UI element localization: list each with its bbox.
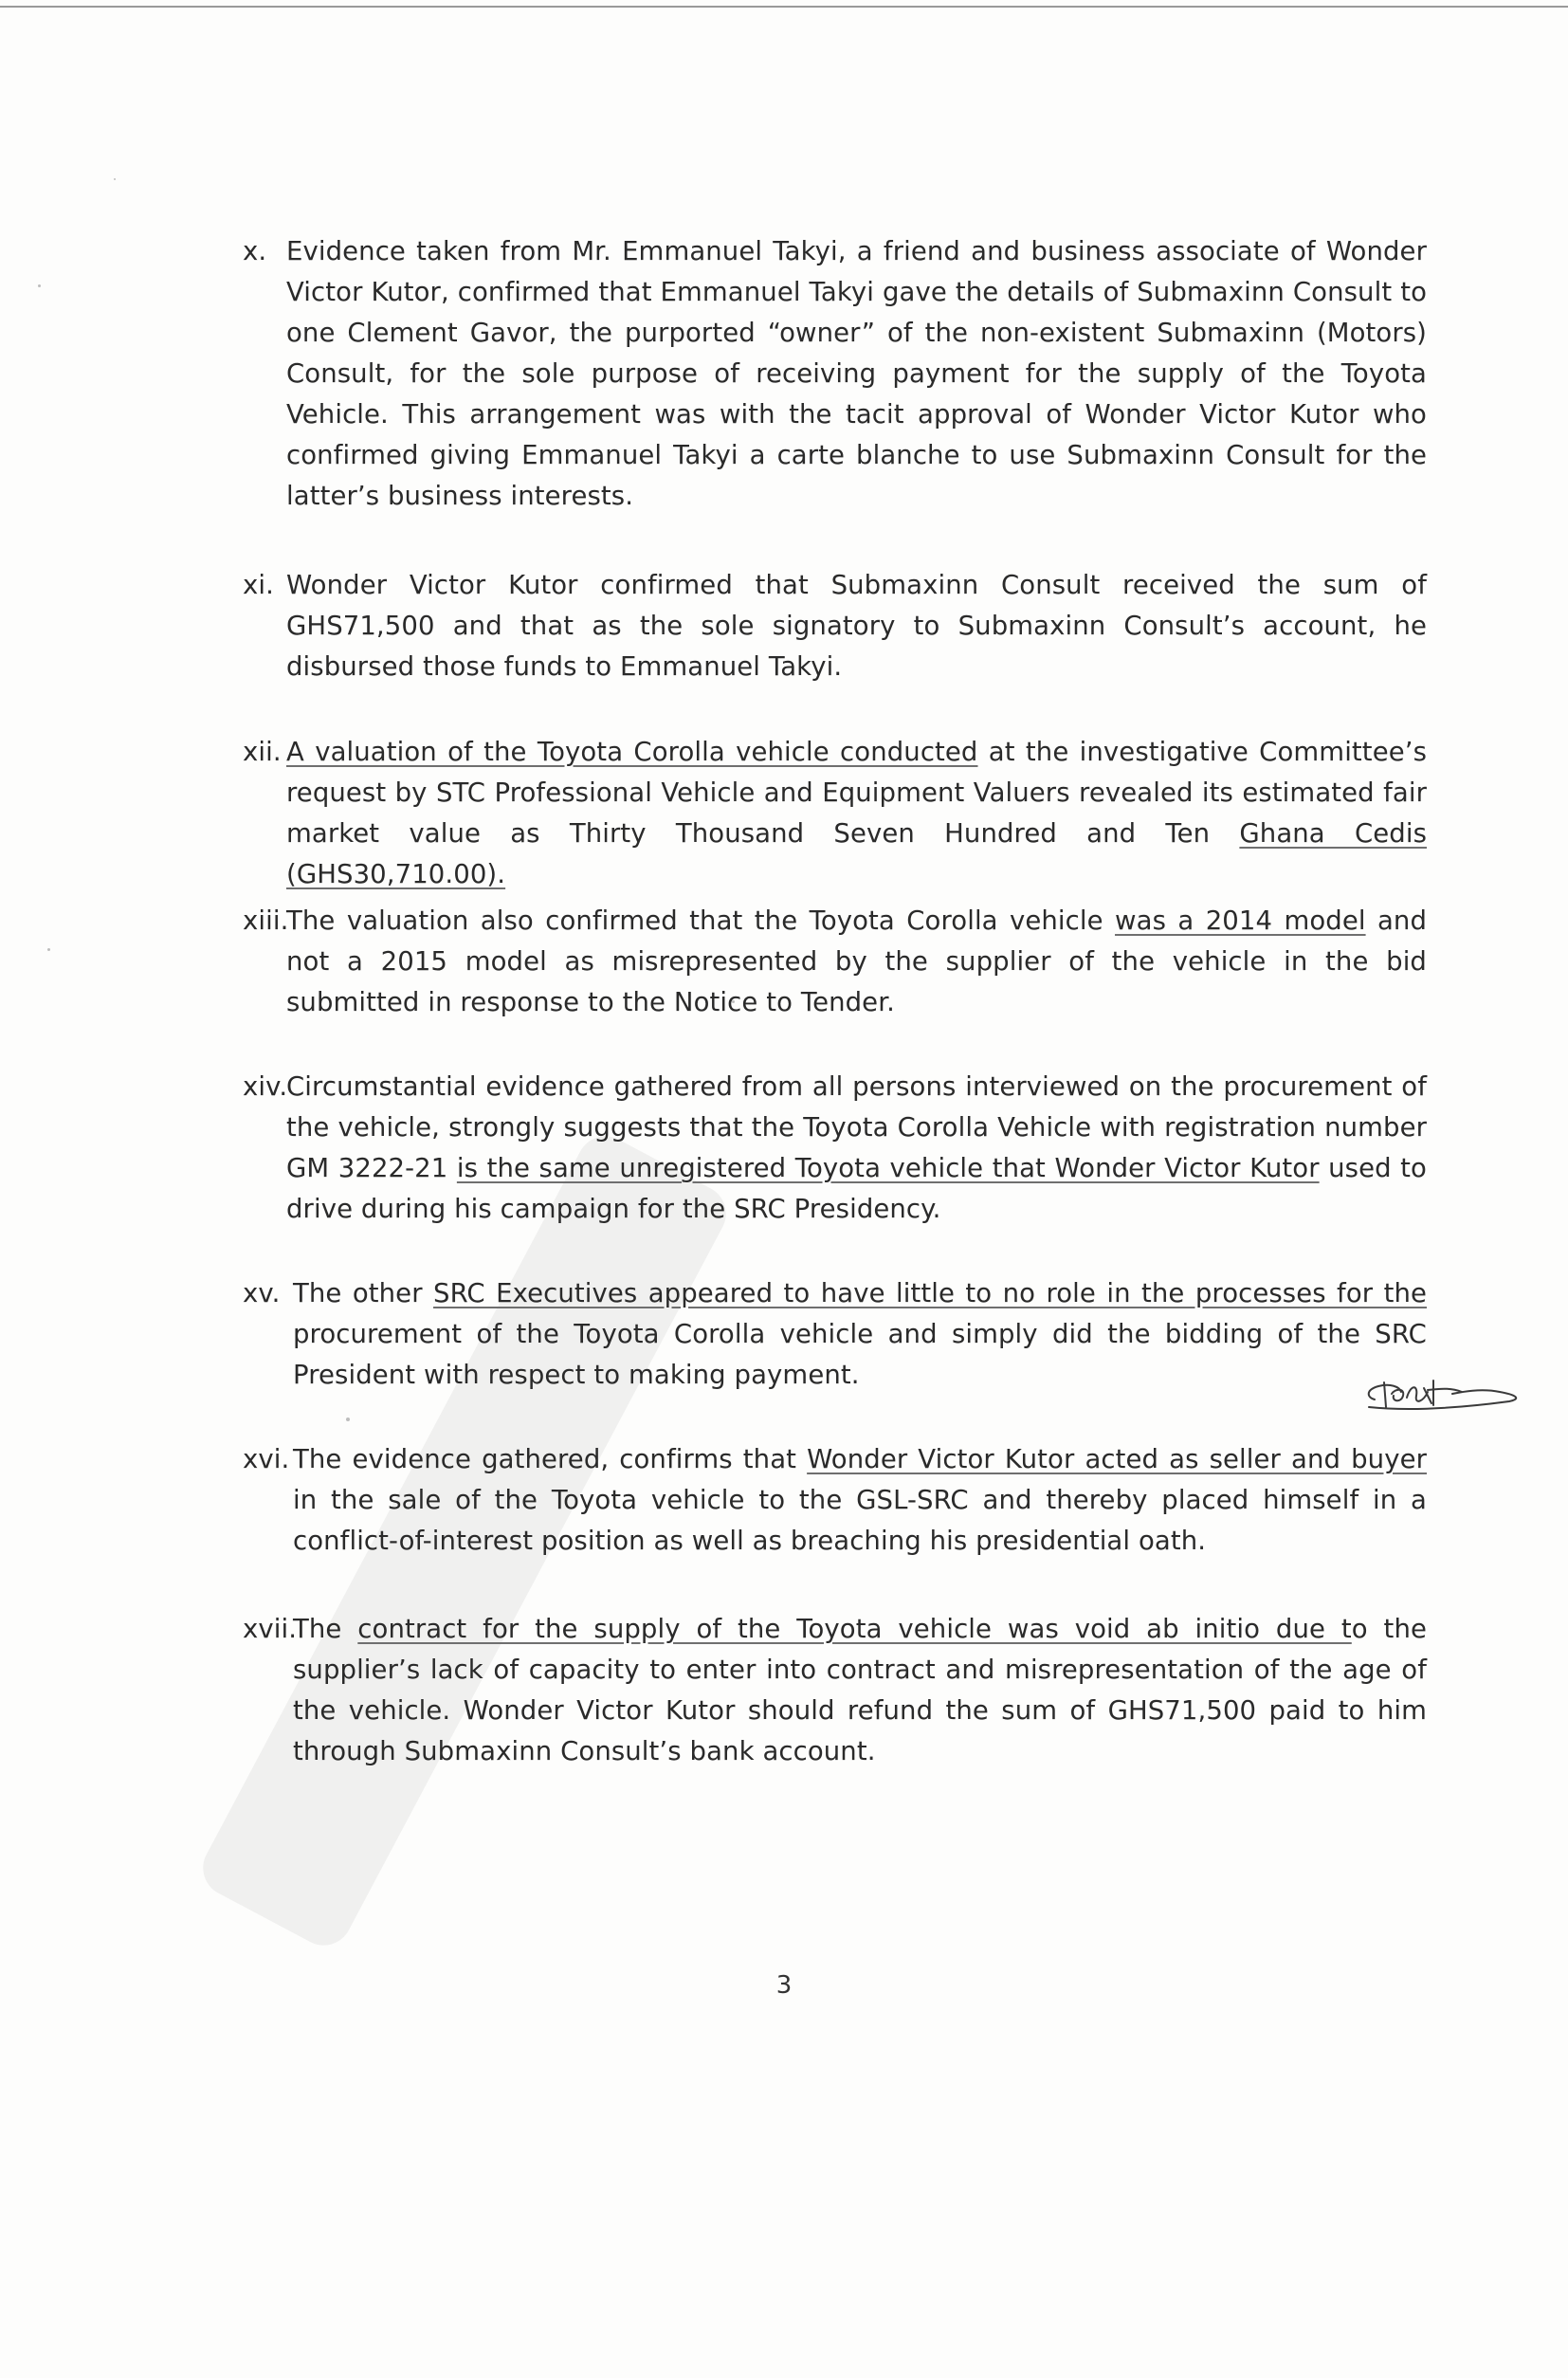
underlined-phrase: Wonder Victor Kutor acted as seller and buyer bbox=[807, 1444, 1428, 1474]
item-numeral: xiii. bbox=[243, 905, 289, 936]
item-text-segment: The valuation also confirmed that the Toyota Corolla vehicle bbox=[286, 905, 1116, 936]
underlined-phrase: was a 2014 model bbox=[1115, 905, 1366, 936]
top-edge-rule bbox=[0, 6, 1568, 8]
item-numeral: x. bbox=[243, 236, 267, 266]
item-numeral: xii. bbox=[243, 737, 282, 767]
underlined-phrase: contract for the supply of the Toyota vehicle was void ab initio due t bbox=[357, 1614, 1352, 1644]
scan-speck bbox=[346, 1418, 350, 1421]
item-numeral: xvi. bbox=[243, 1444, 290, 1474]
item-numeral: xiv. bbox=[243, 1071, 288, 1102]
scan-speck bbox=[38, 284, 41, 287]
page-number: 3 bbox=[775, 1971, 793, 2000]
item-text-segment: Circumstantial evidence gathered from all persons interviewed on the procurement of the vehicle, strongly suggests that the Toyota Corolla Vehicle with registration number GM 3222-21 bbox=[286, 1071, 1427, 1183]
item-text-segment: and not a 2015 model as misrepresented by the supplier of the vehicle in the bid submitted in response to the Notice to Tender. bbox=[286, 905, 1428, 1017]
signature-mark bbox=[1358, 1363, 1528, 1430]
underlined-phrase: Ghana Cedis (GHS30,710.00). bbox=[286, 818, 1428, 889]
underlined-phrase: A valuation of the Toyota Corolla vehicle conducted bbox=[286, 737, 978, 767]
item-numeral: xi. bbox=[243, 570, 274, 600]
handwritten-initials bbox=[1356, 2312, 1526, 2378]
item-text bbox=[293, 1439, 1427, 1562]
scan-speck bbox=[114, 178, 116, 180]
item-text-segment: used to drive during his campaign for the SRC Presidency. bbox=[286, 1153, 1427, 1224]
item-text-segment: The evidence gathered, confirms that bbox=[293, 1444, 808, 1474]
item-text: Wonder Victor Kutor confirmed that Submaxinn Consult received the sum of GHS71,500 and that as the sole signatory to Submaxinn Consult’s account, he disbursed those funds to Emmanuel Takyi. bbox=[286, 570, 1427, 682]
item-text bbox=[286, 732, 1427, 895]
item-text bbox=[286, 1067, 1427, 1230]
underlined-phrase: SRC Executives appeared to have little to no role in the processes for the bbox=[433, 1278, 1427, 1308]
item-numeral: xvii. bbox=[243, 1614, 298, 1644]
item-text-segment: The bbox=[293, 1614, 358, 1644]
item-text: Evidence taken from Mr. Emmanuel Takyi, a friend and business associate of Wonder Victor Kutor, confirmed that Emmanuel Takyi gave the details of Submaxinn Consult to one Clement Gavor, the purported “owner” of the non-existent Submaxinn (Motors) Consult, for the sole purpose of receiving payment for the supply of the Toyota Vehicle. This arrangement was with the tacit approval of Wonder Victor Kutor who confirmed giving Emmanuel Takyi a carte blanche to use Submaxinn Consult for the latter’s business interests. bbox=[286, 236, 1427, 511]
scan-speck bbox=[47, 948, 50, 951]
item-text-segment: o the supplier’s lack of capacity to enter into contract and misrepresentation of the age of the vehicle. Wonder Victor Kutor should refund the sum of GHS71,500 paid to him through Submaxinn Consult’s bank account. bbox=[293, 1614, 1427, 1766]
item-text bbox=[293, 1273, 1427, 1396]
item-text-segment: procurement of the Toyota Corolla vehicle and simply did the bidding of the SRC President with respect to making payment. bbox=[293, 1319, 1427, 1390]
underlined-phrase: is the same unregistered Toyota vehicle that Wonder Victor Kutor bbox=[456, 1153, 1320, 1183]
item-text bbox=[286, 901, 1427, 1023]
item-numeral: xv. bbox=[243, 1278, 281, 1308]
item-text bbox=[293, 1609, 1427, 1772]
item-text-segment: at the investigative Committee’s request by STC Professional Vehicle and Equipment Valuers revealed its estimated fair market value as Thirty Thousand Seven Hundred and Ten bbox=[286, 737, 1428, 849]
item-text-segment: The other bbox=[293, 1278, 434, 1308]
item-text-segment: in the sale of the Toyota vehicle to the GSL-SRC and thereby placed himself in a conflict-of-interest position as well as breaching his presidential oath. bbox=[293, 1485, 1427, 1556]
